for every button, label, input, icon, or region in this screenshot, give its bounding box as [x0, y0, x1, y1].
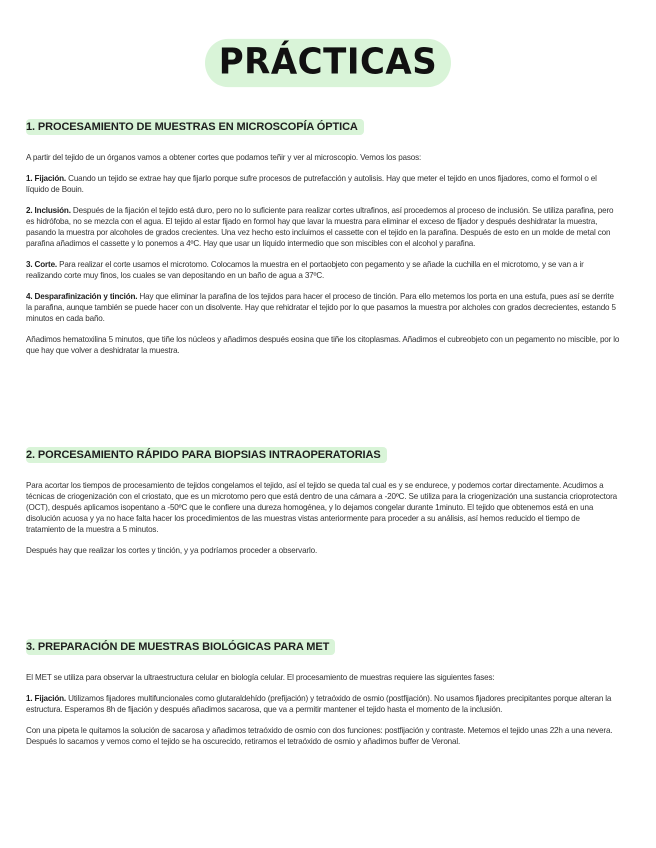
- section-heading: 2. PORCESAMIENTO RÁPIDO PARA BIOPSIAS INTRAOPERATORIAS: [26, 447, 387, 463]
- paragraph: El MET se utiliza para observar la ultraestructura celular en biología celular. El procesamiento de muestras requiere las siguientes fases:: [26, 673, 495, 682]
- step-lead: 4. Desparafinización y tinción.: [26, 292, 138, 301]
- step-lead: 1. Fijación.: [26, 174, 67, 183]
- paragraph: Con una pipeta le quitamos la solución de sacarosa y añadimos tetraóxido de osmio con dos funciones: postfijación y contraste. Metemos el tejido unas 22h a una nevera. Después lo sacamos y vemos como el tejido se ha oscurecido, retiramos el tetraóxido de osmio y añadimos buffer de Veronal.: [26, 726, 613, 746]
- section-heading: 3. PREPARACIÓN DE MUESTRAS BIOLÓGICAS PARA MET: [26, 639, 335, 655]
- page-title: PRÁCTICAS: [205, 39, 451, 87]
- paragraph: 1. Fijación. Utilizamos fijadores multifuncionales como glutaraldehído (prefijación) y tetraóxido de osmio (postfijación). No usamos fijadores precipitantes porque alteran la estructura. Esperamos 8h de fijación y después añadimos sacarosa, que va a permitir mantener el tejido hasta el momento de la inclusión.: [26, 694, 612, 714]
- paragraph: Para acortar los tiempos de procesamiento de tejidos congelamos el tejido, así el tejido se queda tal cual es y se endurece, y podemos cortar directamente. Acudimos a técnicas de criogenización con el criostato, que es un microtomo pero que está dentro de una cámara a -20ºC. Se utiliza para la criogenización una sustancia crioprotectora (OCT), después aplicamos isopentano a -50ºC que le confiere una dureza homogénea, y lo dejamos congelar durante 1minuto. El tejido que obtenemos está en una disolución acuosa y ya no hace falta hacer los procedimientos de las muestras vistas anteriormente para proceder a su análisis, así hemos reducido el tiempo de tratamiento de la muestra a 5 minutos.: [26, 481, 617, 534]
- paragraph: 3. Corte. Para realizar el corte usamos el microtomo. Colocamos la muestra en el portaobjeto con pegamento y se añade la cuchilla en el microtomo, y se van a ir realizando corte muy finos, los cuales se van depositando en un baño de agua a 37ºC.: [26, 260, 584, 280]
- step-lead: 1. Fijación.: [26, 694, 67, 703]
- section-met-preparation: [26, 637, 620, 747]
- paragraph: 2. Inclusión. Después de la fijación el tejido está duro, pero no lo suficiente para realizar cortes ultrafinos, así procedemos al proceso de inclusión. Se utiliza parafina, pero es hidrófoba, no se mezcla con el agua. El tejido al estar fijado en formol hay que lavar la muestra para eliminar el exceso de fijador y después deshidratar la muestra, pasando la muestra por alcoholes de grados crecientes. Una vez hecho esto incluimos el cassette con el tejido en la parafina. Después de esto en un molde de metal con parafina añadimos el cassette y lo ponemos a 4ºC. Hay que usar un líquido intermedio que son miscibles con el alcohol y parafina.: [26, 206, 614, 248]
- section-optical-microscopy: [26, 117, 620, 356]
- paragraph: 1. Fijación. Cuando un tejido se extrae hay que fijarlo porque sufre procesos de putrefacción y autolisis. Hay que meter el tejido en unos fijadores, como el formol o el líquido de Bouin.: [26, 174, 597, 194]
- paragraph: A partir del tejido de un órganos vamos a obtener cortes que podamos teñir y ver al microscopio. Vemos los pasos:: [26, 153, 422, 162]
- section-heading: 1. PROCESAMIENTO DE MUESTRAS EN MICROSCOPÍA ÓPTICA: [26, 119, 364, 135]
- step-lead: 2. Inclusión.: [26, 206, 71, 215]
- step-lead: 3. Corte.: [26, 260, 58, 269]
- section-intraoperative-biopsy: [26, 445, 620, 556]
- paragraph: Después hay que realizar los cortes y tinción, y ya podríamos proceder a observarlo.: [26, 546, 318, 555]
- title-wrapper: [0, 40, 656, 86]
- paragraph: 4. Desparafinización y tinción. Hay que eliminar la parafina de los tejidos para hacer el proceso de tinción. Para ello metemos los porta en una estufa, pues así se derrite la parafina, aunque también se puede hacer con un disolvente. Hay que rehidratar el tejido por lo que pasamos la muestra por alcholes con grados decrecientes, estando 5 minutos en cada baño.: [26, 292, 616, 323]
- paragraph: Añadimos hematoxilina 5 minutos, que tiñe los núcleos y añadimos después eosina que tiñe los citoplasmas. Añadimos el cubreobjeto con un pegamento no miscible, por lo que hay que volver a deshidratar la muestra.: [26, 335, 620, 355]
